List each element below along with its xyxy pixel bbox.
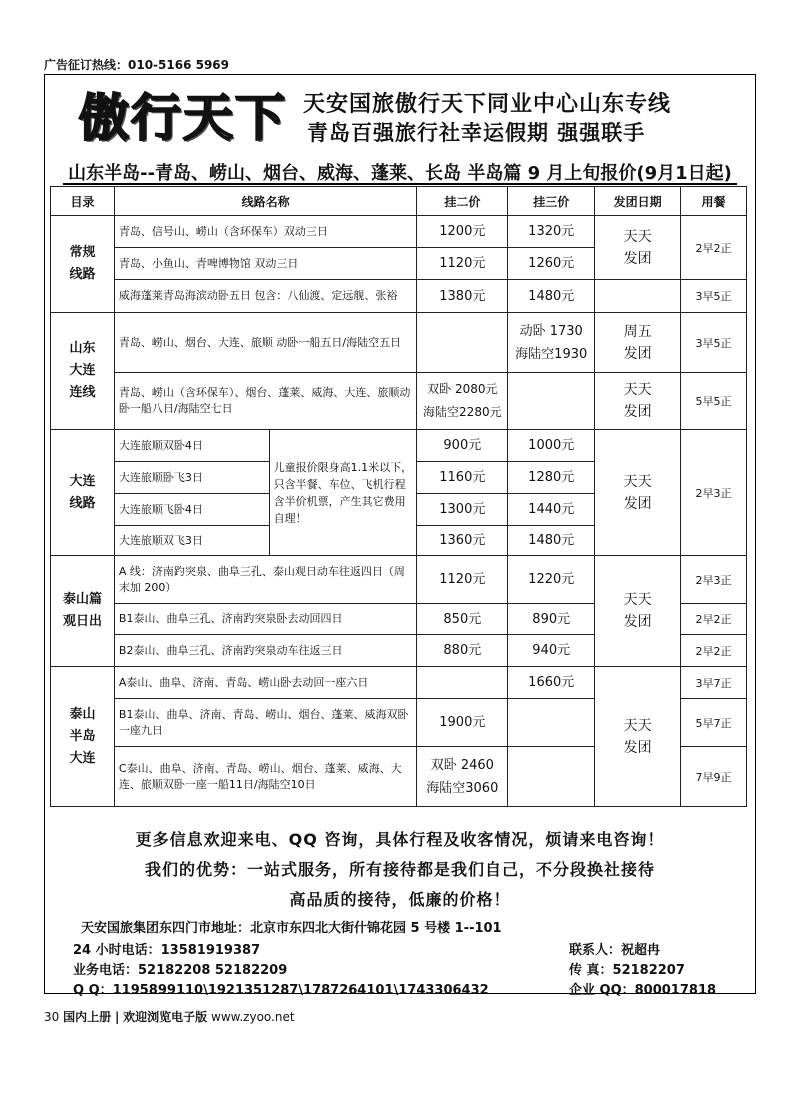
departure-cell: 天天 发团 [595, 556, 681, 667]
category-cell: 泰山篇 观日出 [51, 556, 115, 667]
departure-cell: 周五 发团 [595, 313, 681, 373]
header-route: 线路名称 [114, 187, 416, 216]
route-cell: 大连旅顺飞卧4日 [114, 494, 269, 526]
footer-promo: 欢迎浏览电子版 [123, 1010, 208, 1024]
meal-cell: 3早5正 [681, 280, 747, 313]
price-2-cell: 双卧 2460 海陆空3060 [417, 747, 508, 807]
header-price-3: 挂三价 [508, 187, 595, 216]
meal-cell: 3早5正 [681, 313, 747, 373]
header-price-2: 挂二价 [417, 187, 508, 216]
price-2-cell: 1200元 [417, 216, 508, 248]
price-2-cell: 1360元 [417, 526, 508, 556]
route-cell: 大连旅顺卧飞3日 [114, 462, 269, 494]
price-3-cell: 1000元 [508, 430, 595, 462]
contact-person: 联系人：祝超冉 [569, 943, 661, 958]
phone-24h: 24 小时电话：13581919387 [73, 943, 261, 958]
price-2-cell: 900元 [417, 430, 508, 462]
price-3-cell: 1320元 [508, 216, 595, 248]
price-3-cell [508, 373, 595, 430]
price-3-cell [508, 747, 595, 807]
route-cell: A 线：济南趵突泉、曲阜三孔、泰山观日动车往返四日（周末加 200） [114, 556, 416, 604]
route-cell: 青岛、崂山、烟台、大连、旅顺 动卧一船五日/海陆空五日 [114, 313, 416, 373]
departure-cell: 天天 发团 [595, 430, 681, 556]
price-3-cell: 1480元 [508, 280, 595, 313]
category-cell: 大连 线路 [51, 430, 115, 556]
price-2-cell: 1120元 [417, 556, 508, 604]
table-row [51, 216, 747, 248]
departure-cell: 天天 发团 [595, 216, 681, 280]
table-row [51, 556, 747, 604]
price-2-cell: 1300元 [417, 494, 508, 526]
price-2-cell: 1380元 [417, 280, 508, 313]
table-row [51, 667, 747, 699]
route-cell: 威海蓬莱青岛海滨动卧五日 包含：八仙渡、定远舰、张裕 [114, 280, 416, 313]
price-2-cell: 1120元 [417, 248, 508, 280]
meal-cell: 2早2正 [681, 604, 747, 635]
page-frame [44, 74, 756, 998]
company-qq: 企业 QQ：800017818 [569, 983, 717, 998]
meal-cell: 2早2正 [681, 635, 747, 667]
table-row [51, 280, 747, 313]
category-cell: 山东 大连 连线 [51, 313, 115, 430]
price-3-cell: 1280元 [508, 462, 595, 494]
route-cell: 青岛、信号山、崂山（含环保车）双动三日 [114, 216, 416, 248]
route-cell: 青岛、崂山（含环保车）、烟台、蓬莱、威海、大连、旅顺动卧一船八日/海陆空七日 [114, 373, 416, 430]
price-3-cell: 940元 [508, 635, 595, 667]
footer-url[interactable]: www.zyoo.net [211, 1010, 295, 1024]
meal-cell: 2早2正 [681, 216, 747, 280]
footer-separator: | [114, 1010, 120, 1024]
departure-cell [595, 280, 681, 313]
departure-cell: 天天 发团 [595, 373, 681, 430]
fax: 传 真：52182207 [569, 963, 685, 978]
route-cell: C泰山、曲阜、济南、青岛、崂山、烟台、蓬莱、威海、大连、旅顺双卧一座一船11日/海陆空10日 [114, 747, 416, 807]
price-3-cell: 1260元 [508, 248, 595, 280]
meal-cell: 2早3正 [681, 430, 747, 556]
logo [65, 83, 301, 145]
price-2-cell: 850元 [417, 604, 508, 635]
ad-hotline: 广告征订热线：010-5166 5969 [44, 58, 230, 72]
price-2-cell: 1160元 [417, 462, 508, 494]
meal-cell: 2早3正 [681, 556, 747, 604]
route-cell: B1泰山、曲阜、济南、青岛、崂山、烟台、蓬莱、威海双卧一座九日 [114, 699, 416, 747]
price-3-cell: 动卧 1730 海陆空1930 [508, 313, 595, 373]
business-phone: 业务电话：52182208 52182209 [73, 963, 288, 978]
category-cell: 泰山 半岛 大连 [51, 667, 115, 807]
route-cell: 大连旅顺双卧4日 [114, 430, 269, 462]
header-title-2: 青岛百强旅行社幸运假期 强强联手 [307, 121, 646, 145]
subtitle-underline [63, 183, 737, 185]
price-3-cell: 1660元 [508, 667, 595, 699]
subtitle: 山东半岛--青岛、崂山、烟台、威海、蓬莱、长岛 半岛篇 9 月上旬报价(9月1日起) [68, 163, 732, 184]
table-row [51, 430, 747, 462]
meal-cell: 7早9正 [681, 747, 747, 807]
logo-text: 傲行天下 [79, 88, 287, 147]
meal-cell: 5早5正 [681, 373, 747, 430]
header-catalog: 目录 [51, 187, 115, 216]
address: 天安国旅集团东四门市地址：北京市东四北大街什锦花园 5 号楼 1--101 [81, 921, 502, 936]
route-cell: 大连旅顺双飞3日 [114, 526, 269, 556]
price-3-cell: 1480元 [508, 526, 595, 556]
route-table [50, 186, 747, 807]
page-number: 30 [44, 1010, 60, 1024]
page-footer [44, 1008, 295, 1025]
route-cell: 青岛、小鱼山、青啤博物馆 双动三日 [114, 248, 416, 280]
slogan-inquiry: 更多信息欢迎来电、QQ 咨询，具体行程及收客情况，烦请来电咨询！ [135, 830, 665, 849]
category-cell: 常规 线路 [51, 216, 115, 313]
table-row [51, 313, 747, 373]
meal-cell: 3早7正 [681, 667, 747, 699]
price-3-cell: 1440元 [508, 494, 595, 526]
price-3-cell: 1220元 [508, 556, 595, 604]
children-price-note: 儿童报价限身高1.1米以下，只含半餐、车位、飞机行程含半价机票，产生其它费用自理！ [269, 430, 417, 556]
table-header-row [51, 187, 747, 216]
slogan-quality: 高品质的接待，低廉的价格！ [289, 890, 511, 909]
slogan-advantage: 我们的优势：一站式服务，所有接待都是我们自己，不分段换社接待 [144, 860, 655, 879]
route-cell: A泰山、曲阜、济南、青岛、崂山卧去动回一座六日 [114, 667, 416, 699]
price-2-cell [417, 313, 508, 373]
route-cell: B2泰山、曲阜三孔、济南趵突泉动车往返三日 [114, 635, 416, 667]
price-2-cell: 880元 [417, 635, 508, 667]
price-3-cell: 890元 [508, 604, 595, 635]
price-2-cell: 双卧 2080元 海陆空2280元 [417, 373, 508, 430]
table-row [51, 373, 747, 430]
header-departure: 发团日期 [595, 187, 681, 216]
header-title-1: 天安国旅傲行天下同业中心山东专线 [303, 92, 672, 117]
header-meal: 用餐 [681, 187, 747, 216]
qq-numbers: Q Q：1195899110\1921351287\1787264101\1743306432 [73, 983, 489, 998]
route-cell: B1泰山、曲阜三孔、济南趵突泉卧去动回四日 [114, 604, 416, 635]
meal-cell: 5早7正 [681, 699, 747, 747]
price-2-cell: 1900元 [417, 699, 508, 747]
footer-section: 国内上册 [63, 1010, 112, 1024]
price-3-cell [508, 699, 595, 747]
departure-cell: 天天 发团 [595, 667, 681, 807]
price-2-cell [417, 667, 508, 699]
